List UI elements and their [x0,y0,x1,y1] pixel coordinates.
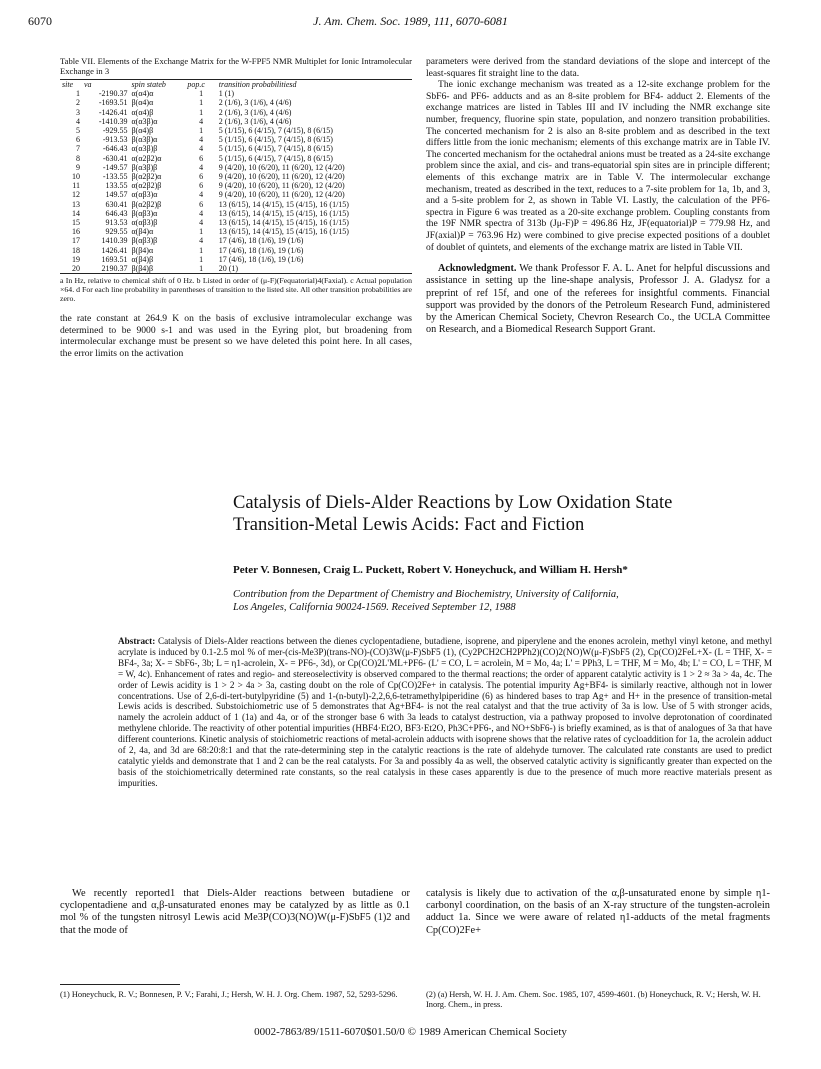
table-cell: 7 [75,144,80,154]
ack-heading: Acknowledgment. [438,263,517,275]
table-cell: 9 (4/20), 10 (6/20), 11 (6/20), 12 (4/20) [218,162,345,172]
table-cell: 16 [71,227,80,237]
table-cell: 2 (1/6), 3 (1/6), 4 (4/6) [218,98,292,108]
abstract [118,636,772,789]
table-cell: β(β4)α [131,245,154,255]
contribution [233,588,793,614]
right-col-p2: The ionic exchange mechanism was treated as a 12-site exchange problem for the SbF6- and PF6- adducts and as an 8-site problem for BF4- adduct 2. Elements of the exchange matrices are listed in Tables III and IV including the NMR exchange site number, frequency, fluorine spin state, population, and nonzero transition probabilities. The concerted mechanism for 2 is also an 8-site problem and as described in the text differs little from the ionic mechanism; elements of this exchange matrix are in Table IV. The concerted mechanism for the octahedral anions must be treated as a 24-site exchange problem since the axial, and cis- and trans-equatorial spin sites are in principle different; elements of this exchange matrix are in Table V. The intermolecular exchange mechanism, treated as described in the text, reduces to a 7-site problem for 1a, 1b, and 3, and a 5-site problem for 2, as shown in Table VI. Lastly, the calculation of the PF6- spectra in Figure 6 was treated as a 20-site exchange problem. Coupling constants from the 19F NMR spectra of 313b (Jμ-F)P = 496.86 Hz, JF(equatorial)P = 779.98 Hz, and JF(axial)P = 763.96 Hz) were combined to give precise expected positions of a doublet of doublet of quintets, and elements of the exchange matrix are listed in Table VII. [426,79,770,253]
journal-header: J. Am. Chem. Soc. 1989, 111, 6070-6081 [313,14,508,28]
table-row [60,209,412,218]
table-cell: β(β4)β [131,264,154,274]
table-cell: 9 (4/20), 10 (6/20), 11 (6/20), 12 (4/20) [218,172,345,182]
table-cell: α(αβ3)β [131,218,158,228]
table-cell: 17 (4/6), 18 (1/6), 19 (1/6) [218,245,304,255]
table-cell: 149.57 [105,190,128,200]
table-cell: 9 [75,162,80,172]
body-right-text: catalysis is likely due to activation of the α,β-unsaturated enone by simple η1-carbonyl coordination, on the basis of an X-ray structure of the tungsten-acrolein adduct 1a. Since we were aware of related η1-adducts of the metal fragments Cp(CO)2Fe+ [426,888,770,936]
table-cell: 5 (1/15), 6 (4/15), 7 (4/15), 8 (6/15) [218,135,333,145]
table-row [60,154,412,163]
table-cell: -646.43 [102,144,128,154]
table-cell: 20 [71,264,80,274]
table-row [60,126,412,135]
table-cell: 2 (1/6), 3 (1/6), 4 (4/6) [218,116,292,126]
table-cell: -149.57 [102,162,128,172]
table-cell: 1410.39 [101,236,128,246]
table-cell: 6 [199,199,204,209]
table-cell: 19 [71,254,80,264]
table-cell: 9 (4/20), 10 (6/20), 11 (6/20), 12 (4/20) [218,181,345,191]
body-left-text: We recently reported1 that Diels-Alder reactions between butadiene or cyclopentadiene and α,β-unsaturated enones may be catalyzed by as little as 0.1 mol % of the tungsten nitrosyl Lewis acid Me3P(CO)3(NO)W(μ-F)SbF5 (1)2 and that the mode of [60,888,410,936]
table-cell: 1 [199,227,204,237]
table-cell: α(α4)α [131,89,154,99]
table-cell: 4 [199,162,204,172]
table-cell: 133.55 [105,181,128,191]
table-cell: 1426.41 [101,245,128,255]
table-cell: 13 (6/15), 14 (4/15), 15 (4/15), 16 (1/15) [218,218,349,228]
left-col-paragraph: the rate constant at 264.9 K on the basis of exclusive intramolecular exchange was determined to be 9000 s-1 and was used in the Eyring plot, but broadening from intermolecular exchange must be present so we have deleted this point here. In all cases, the error limits on the activation [60,313,412,360]
table-cell: 5 (1/15), 6 (4/15), 7 (4/15), 8 (6/15) [218,153,333,163]
table-cell: 5 (1/15), 6 (4/15), 7 (4/15), 8 (6/15) [218,126,333,136]
table-caption: Table VII. Elements of the Exchange Matrix for the W-FPF5 NMR Multiplet for Ionic Intramolecular Exchange in 3 [60,56,412,76]
table-cell: 2190.37 [101,264,128,274]
title-line-2: Transition-Metal Lewis Acids: Fact and Fiction [233,515,585,535]
table-row [60,98,412,107]
table-cell: 17 (4/6), 18 (1/6), 19 (1/6) [218,254,304,264]
table-cell: α(β4)α [131,227,154,237]
table-cell: α(α4)β [131,107,154,117]
table-cell: 630.41 [105,199,128,209]
table-cell: 13 (6/15), 14 (4/15), 15 (4/15), 16 (1/15) [218,208,349,218]
table-cell: -929.55 [102,126,128,136]
table-cell: 4 [75,116,80,126]
table-cell: 929.55 [105,227,128,237]
table-row [60,190,412,199]
table-cell: -1693.51 [98,98,128,108]
abstract-heading: Abstract: [118,636,156,646]
footnote-right: (2) (a) Hersh, W. H. J. Am. Chem. Soc. 1985, 107, 4599-4601. (b) Honeychuck, R. V.; Hersh, W. H. Inorg. Chem., in press. [426,990,761,1009]
table-cell: 1 [75,89,80,99]
table-cell: 18 [71,245,80,255]
table-cell: β(α2β2)α [131,172,162,182]
table-cell: 4 [199,116,204,126]
table-cell: 6 [199,181,204,191]
article-title [233,492,753,536]
table-cell: 14 [71,208,80,218]
table-row [60,236,412,245]
table-row [60,135,412,144]
table-cell: α(α3β)α [131,116,158,126]
table-cell: 1 [199,98,204,108]
table-cell: 3 [75,107,80,117]
contribution-line-2: Los Angeles, California 90024-1569. Received September 12, 1988 [233,602,516,613]
table-cell: 5 [75,126,80,136]
column-header: transition probabilitiesd [218,80,297,89]
table-cell: 5 (1/15), 6 (4/15), 7 (4/15), 8 (6/15) [218,144,333,154]
table-row [60,200,412,209]
table-cell: -133.55 [102,172,128,182]
table-cell: -1426.41 [98,107,128,117]
right-column [426,56,770,336]
table-cell: 1 [199,89,204,99]
table-cell: β(α4)β [131,126,154,136]
table-cell: 913.53 [105,218,128,228]
table-cell: 4 [199,208,204,218]
table-row [60,163,412,172]
table-cell: -1410.39 [98,116,128,126]
table-cell: 13 [71,199,80,209]
column-header: pop.c [187,80,205,89]
table-cell: β(αβ3)β [131,236,158,246]
table-cell: 12 [71,190,80,200]
table-row [60,264,412,273]
exchange-matrix-table [60,80,412,273]
table-cell: 13 (6/15), 14 (4/15), 15 (4/15), 16 (1/15) [218,227,349,237]
footnote-left: (1) Honeychuck, R. V.; Bonnesen, P. V.; Farahi, J.; Hersh, W. H. J. Org. Chem. 1987, 52, 5293-5296. [60,990,398,999]
table-cell: 646.43 [105,208,128,218]
title-line-1: Catalysis of Diels-Alder Reactions by Low Oxidation State [233,493,673,513]
table-cell: β(α3β)β [131,162,158,172]
table-body [60,89,412,273]
table-cell: 4 [199,236,204,246]
table-cell: 1 (1) [218,89,235,99]
table-cell: 17 (4/6), 18 (1/6), 19 (1/6) [218,236,304,246]
contribution-line-1: Contribution from the Department of Chemistry and Biochemistry, University of California, [233,589,619,600]
table-cell: 8 [75,153,80,163]
table-cell: α(α2β2)β [131,181,162,191]
abstract-body: Catalysis of Diels-Alder reactions between the dienes cyclopentadiene, butadiene, isoprene, and piperylene and the enones acrolein, methyl vinyl ketone, and methyl acrylate is induced by 0.1-2.5 mol % of mer-(cis-Me3P)(trans-NO)-(CO)3W(μ-F)SbF5 (1), (Cy2PCH2CH2PPh2)(CO)2(NO)W(μ-F)SbF5 (2), Cp(CO)2FeL+X- (L = THF, X- = BF4-, 3a; X- = SbF6-, 3b; L = η1-acrolein, X- = PF6-, 3d), or Cp(CO)2L'ML+PF6- (L' = CO, L = acrolein, M = Mo, 4a; L' = PPh3, L = THF, M = Mo, 4b; L' = CO, L = THF, M = W, 4c). Enhancement of rates and regio- and stereoselectivity is observed compared to the thermal reactions; the order of apparent catalytic activity is 1 > 2 ≈ 3a > 4a, 4c. The order of Lewis acidity is 1 > 2 > 4a > 3a, casting doubt on the role of Cp(CO)2Fe+ in catalysis. The potential impurity Ag+BF4- is similarly reactive, although not in lower concentrations. Use of 2,6-di-tert-butylpyridine (5) and 1-(n-butyl)-2,2,6,6-tetramethylpiperidine (6) as hindered bases to trap Ag+ and H+ in the presence of transition-metal Lewis acids is described. Substoichiometric use of 5 demonstrates that Ag+BF4- is not the real catalyst and that the true activity of 3a is low. Use of 5 with stronger acids, namely the acrolein adduct of 1 (1a) and 4a, or of the stronger base 6 with 3a leads to catalyst destruction, via a pathway proposed to involve deprotonation of coordinated methylene chloride. The reactivity of other potential impurities (HBF4·Et2O, BF3·Et2O, Ph3C+PF6-, and NO+SbF6-) is briefly examined, as is that of analogues of 3a that have different counterions. Kinetic analysis of stoichiometric reactions of metal-acrolein adducts with isoprene shows that the relative rates of cycloaddition for 1a, the acrolein adduct of 2, 4a, and 3d are 68:20:8:1 and that the rate-determining step in the catalytic reactions is the rate of aldehyde turnover. The calculated rate constants are used to predict catalytic yields and demonstrate that 1 and 2 can be the real catalysts. For 3a and possibly 4a as well, the observed catalytic activity is significantly greater than expected on the basis of the stoichiometrically determined rate constants, so the real catalysis in these cases apparently is due to the presence of much more reactive materials present as impurities. [118,636,772,788]
table-cell: 13 (6/15), 14 (4/15), 15 (4/15), 16 (1/15) [218,199,349,209]
table-row [60,255,412,264]
table-row [60,117,412,126]
table-row [60,181,412,190]
footnote-rule [60,984,180,985]
table-cell: 6 [75,135,80,145]
table-header-row [60,80,412,89]
column-header: site [62,80,74,89]
table-cell: 4 [199,218,204,228]
table-cell: 15 [71,218,80,228]
table-footnote: a In Hz, relative to chemical shift of 0 Hz. b Listed in order of (μ-F)(Fequatorial)4(Faxial). c Actual population ×64. d For each line probability in parentheses of transition to the listed site. All other transition probabilities are zero. [60,276,412,304]
table-row [60,144,412,153]
table-cell: 20 (1) [218,264,239,274]
table-vii-block [60,56,412,360]
table-cell: α(α3β)β [131,144,158,154]
table-cell: β(αβ3)α [131,208,158,218]
table-cell: 9 (4/20), 10 (6/20), 11 (6/20), 12 (4/20) [218,190,345,200]
table-cell: 6 [199,153,204,163]
table-row [60,227,412,236]
body-right [426,888,770,937]
column-header: νa [83,80,92,89]
table-cell: -630.41 [102,153,128,163]
table-cell: 4 [199,144,204,154]
table-cell: 10 [71,172,80,182]
table-cell: α(β4)β [131,254,154,264]
table-cell: 1 [199,245,204,255]
authors: Peter V. Bonnesen, Craig L. Puckett, Robert V. Honeychuck, and William H. Hersh* [233,564,628,576]
column-header: spin stateb [131,80,166,89]
table-cell: -913.53 [102,135,128,145]
right-col-p1: parameters were derived from the standard deviations of the slope and intercept of the least-squares fit straight line to the data. [426,56,770,79]
table-row [60,172,412,181]
table-cell: 1 [199,264,204,274]
table-cell: 1 [199,107,204,117]
copyright-line: 0002-7863/89/1511-6070$01.50/0 © 1989 American Chemical Society [254,1026,567,1038]
table-row [60,246,412,255]
table-cell: α(αβ3)α [131,190,158,200]
table-cell: β(α4)α [131,98,154,108]
table-row [60,218,412,227]
ack-body: We thank Professor F. A. L. Anet for helpful discussions and assistance in setting up the line-shape analysis, Professor J. A. Gladysz for a preprint of ref 15f, and one of the referees for insightful comments. Financial support was provided by the donors of the Petroleum Research Fund, administered by the American Chemical Society, Chevron Research Co., the UCLA Committee on Research, and a Biomedical Research Support Grant. [426,263,770,336]
table-cell: 1 [199,126,204,136]
table-cell: 1 [199,254,204,264]
table-cell: 6 [199,172,204,182]
table-cell: α(α2β2)α [131,153,162,163]
table-cell: 2 (1/6), 3 (1/6), 4 (4/6) [218,107,292,117]
table-cell: 1693.51 [101,254,128,264]
table-cell: 4 [199,190,204,200]
page-number: 6070 [28,14,52,28]
table-cell: -2190.37 [98,89,128,99]
table-cell: 2 [75,98,80,108]
table-cell: 11 [72,181,80,191]
table-cell: 17 [71,236,80,246]
body-left [60,888,410,937]
table-cell: 4 [199,135,204,145]
table-row [60,89,412,98]
table-row [60,108,412,117]
table-cell: β(α2β2)β [131,199,162,209]
acknowledgment [426,263,770,336]
table-cell: β(α3β)α [131,135,158,145]
